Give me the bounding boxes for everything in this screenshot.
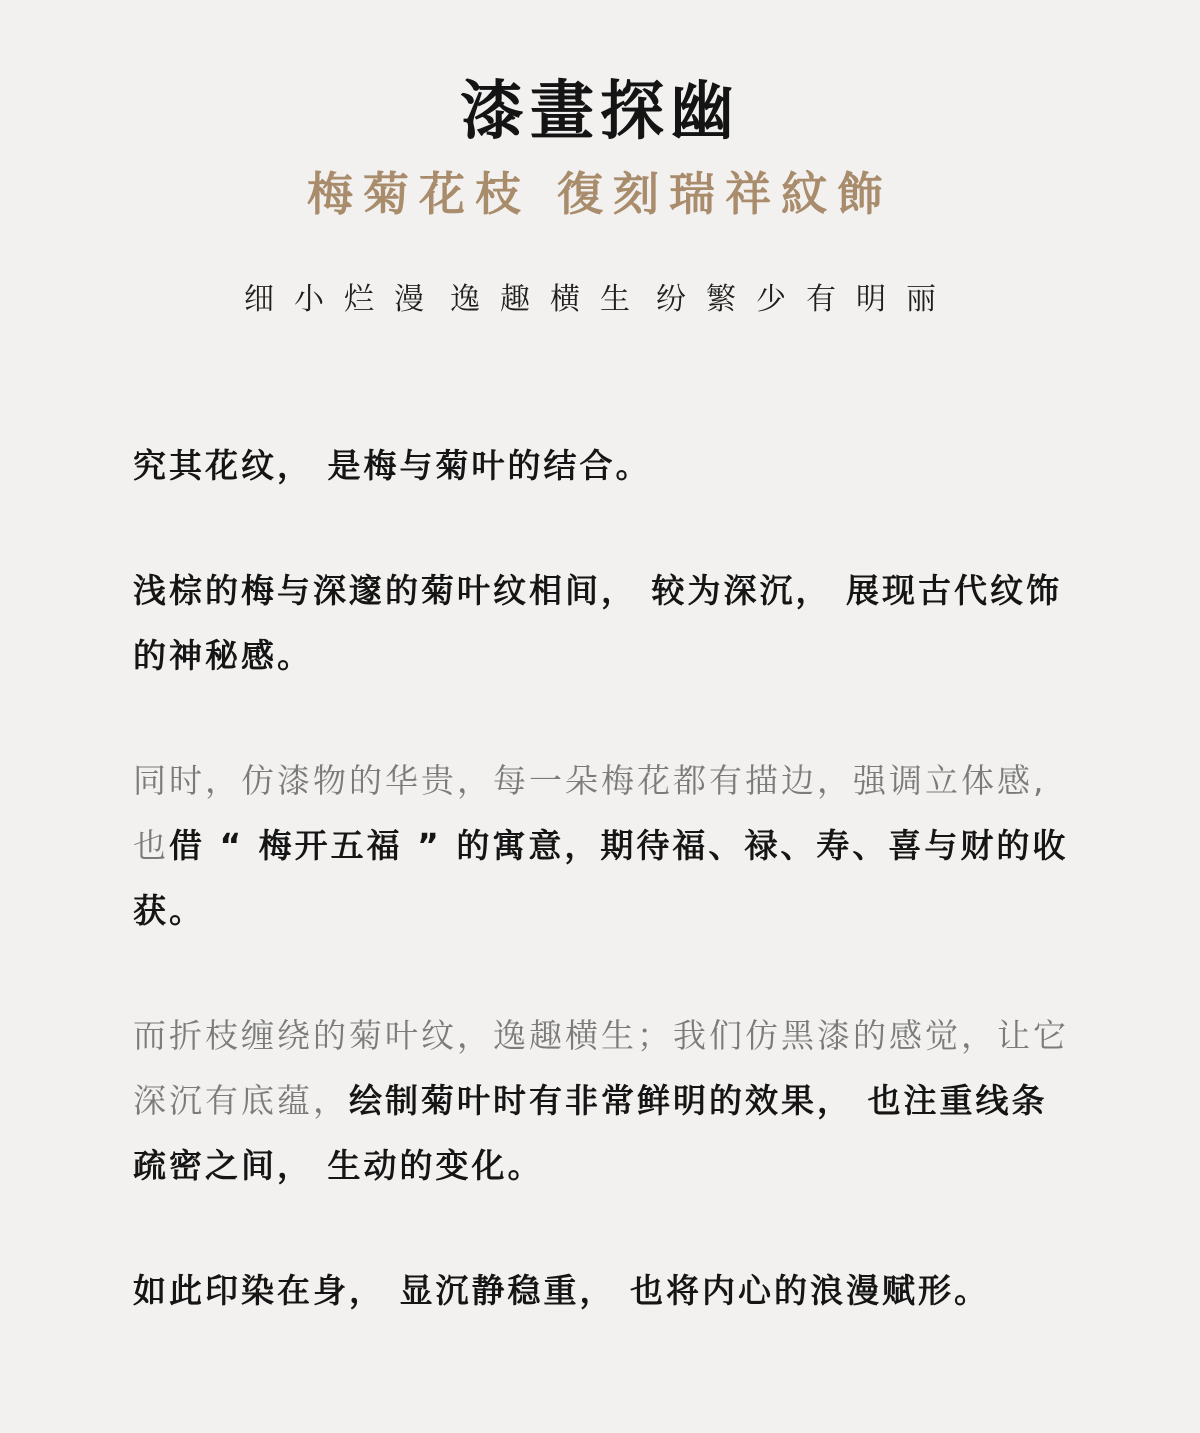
paragraph-4-emphasis-text: 绘制菊叶时有非常鲜明的效果， 也注重线条疏密之间， 生动的变化。 [133,1081,1048,1185]
paragraph-5: 如此印染在身， 显沉静稳重， 也将内心的浪漫赋形。 [133,1271,990,1310]
paragraph-1: 究其花纹， 是梅与菊叶的结合。 [133,446,652,485]
paragraph-4-light-text: 而折枝缠绕的菊叶纹，逸趣横生；我们仿黑漆的感觉，让它深沉有底蕴， [133,1016,1069,1120]
paragraph-3-emphasis-text: 借 “ 梅开五福 ” 的寓意，期待福、禄、寿、喜与财的收获。 [133,826,1069,930]
tagline [0,276,1200,324]
page-title: 漆畫探幽 [460,74,740,149]
tagline-part-1: 细小烂漫 [244,282,444,317]
paragraph-3-light-text: 同时，仿漆物的华贵，每一朵梅花都有描边，强调立体感,也 [133,761,1047,865]
paragraph-3 [133,748,1078,943]
article-body [133,433,1078,1383]
tagline-part-3: 纷繁少有明丽 [656,282,956,317]
paragraph-4 [133,1003,1078,1198]
tagline-part-2: 逸趣横生 [450,282,650,317]
paragraph-2: 浅棕的梅与深邃的菊叶纹相间， 较为深沉， 展现古代纹饰的神秘感。 [133,571,1062,675]
page-subtitle: 梅菊花枝 復刻瑞祥紋飾 [306,167,893,221]
